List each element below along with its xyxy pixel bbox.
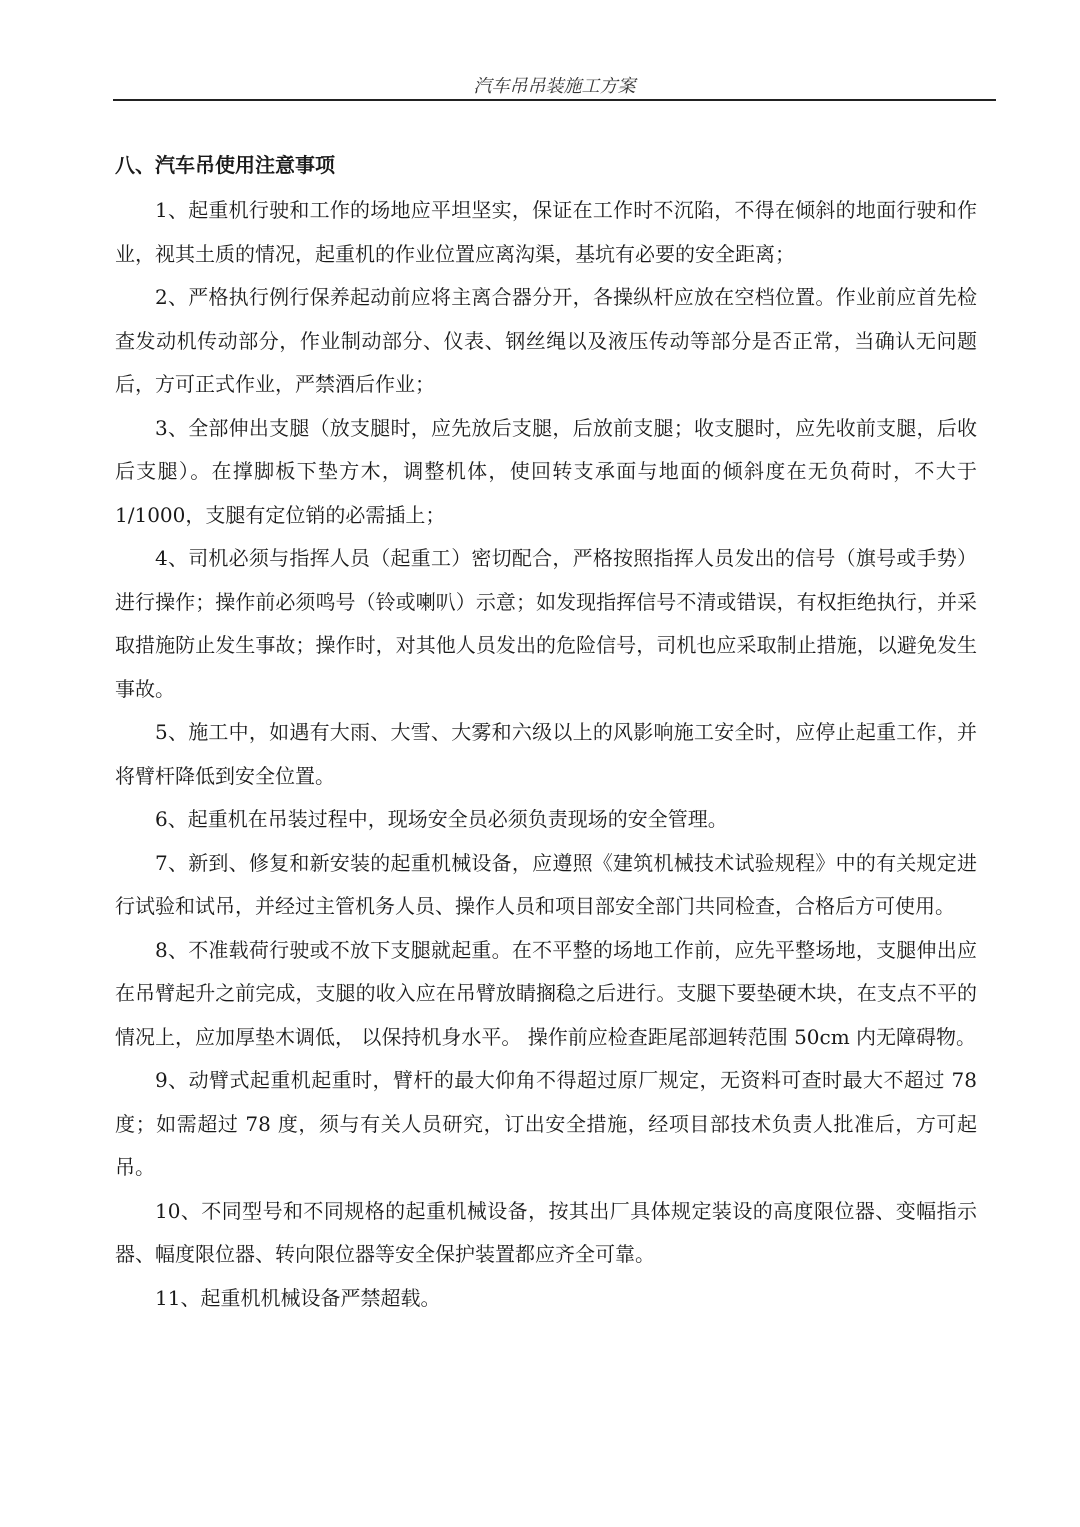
paragraph-4: 4、司机必须与指挥人员（起重工）密切配合，严格按照指挥人员发出的信号（旗号或手势）进行操作；操作前必须鸣号（铃或喇叭）示意；如发现指挥信号不清或错误，有权拒绝执行，并采取措施防止发生事故；操作时，对其他人员发出的危险信号，司机也应采取制止措施，以避免发生事故。 xyxy=(115,546,977,701)
paragraph-10: 10、不同型号和不同规格的起重机械设备，按其出厂具体规定装设的高度限位器、变幅指示器、幅度限位器、转向限位器等安全保护装置都应齐全可靠。 xyxy=(115,1198,977,1266)
header-rule xyxy=(113,99,996,101)
page-header: 汽车吊吊装施工方案 xyxy=(473,76,636,97)
paragraph-1: 1、起重机行驶和工作的场地应平坦坚实，保证在工作时不沉陷，不得在倾斜的地面行驶和作业，视其土质的情况，起重机的作业位置应离沟渠，基坑有必要的安全距离； xyxy=(115,198,977,266)
paragraph-9: 9、动臂式起重机起重时，臂杆的最大仰角不得超过原厂规定，无资料可查时最大不超过 78 度；如需超过 78 度，须与有关人员研究，订出安全措施，经项目部技术负责人批准后，方可起吊。 xyxy=(115,1068,977,1179)
paragraph-8: 8、不准载荷行驶或不放下支腿就起重。在不平整的场地工作前，应先平整场地，支腿伸出应在吊臂起升之前完成，支腿的收入应在吊臂放睛搁稳之后进行。支腿下要垫硬木块，在支点不平的情况上，应加厚垫木调低， 以保持机身水平。 操作前应检查距尾部迴转范围 50cm 内无障碍物。 xyxy=(115,937,977,1049)
content-body xyxy=(115,189,977,1320)
paragraph-5: 5、施工中，如遇有大雨、大雪、大雾和六级以上的风影响施工安全时，应停止起重工作，并将臂杆降低到安全位置。 xyxy=(115,720,977,788)
paragraph-3: 3、全部伸出支腿（放支腿时，应先放后支腿，后放前支腿；收支腿时，应先收前支腿，后收后支腿）。在撑脚板下垫方木，调整机体，使回转支承面与地面的倾斜度在无负荷时，不大于 1/1000，支腿有定位销的必需插上； xyxy=(115,415,977,527)
paragraph-2: 2、严格执行例行保养起动前应将主离合器分开，各操纵杆应放在空档位置。作业前应首先检查发动机传动部分，作业制动部分、仪表、钢丝绳以及液压传动等部分是否正常，当确认无问题后，方可正式作业，严禁酒后作业； xyxy=(115,285,977,396)
section-title: 八、汽车吊使用注意事项 xyxy=(115,153,335,177)
paragraph-7: 7、新到、修复和新安装的起重机械设备，应遵照《建筑机械技术试验规程》中的有关规定进行试验和试吊，并经过主管机务人员、操作人员和项目部安全部门共同检查，合格后方可使用。 xyxy=(115,850,977,918)
paragraph-11: 11、起重机机械设备严禁超载。 xyxy=(155,1285,441,1310)
paragraph-6: 6、起重机在吊装过程中，现场安全员必须负责现场的安全管理。 xyxy=(155,807,728,831)
